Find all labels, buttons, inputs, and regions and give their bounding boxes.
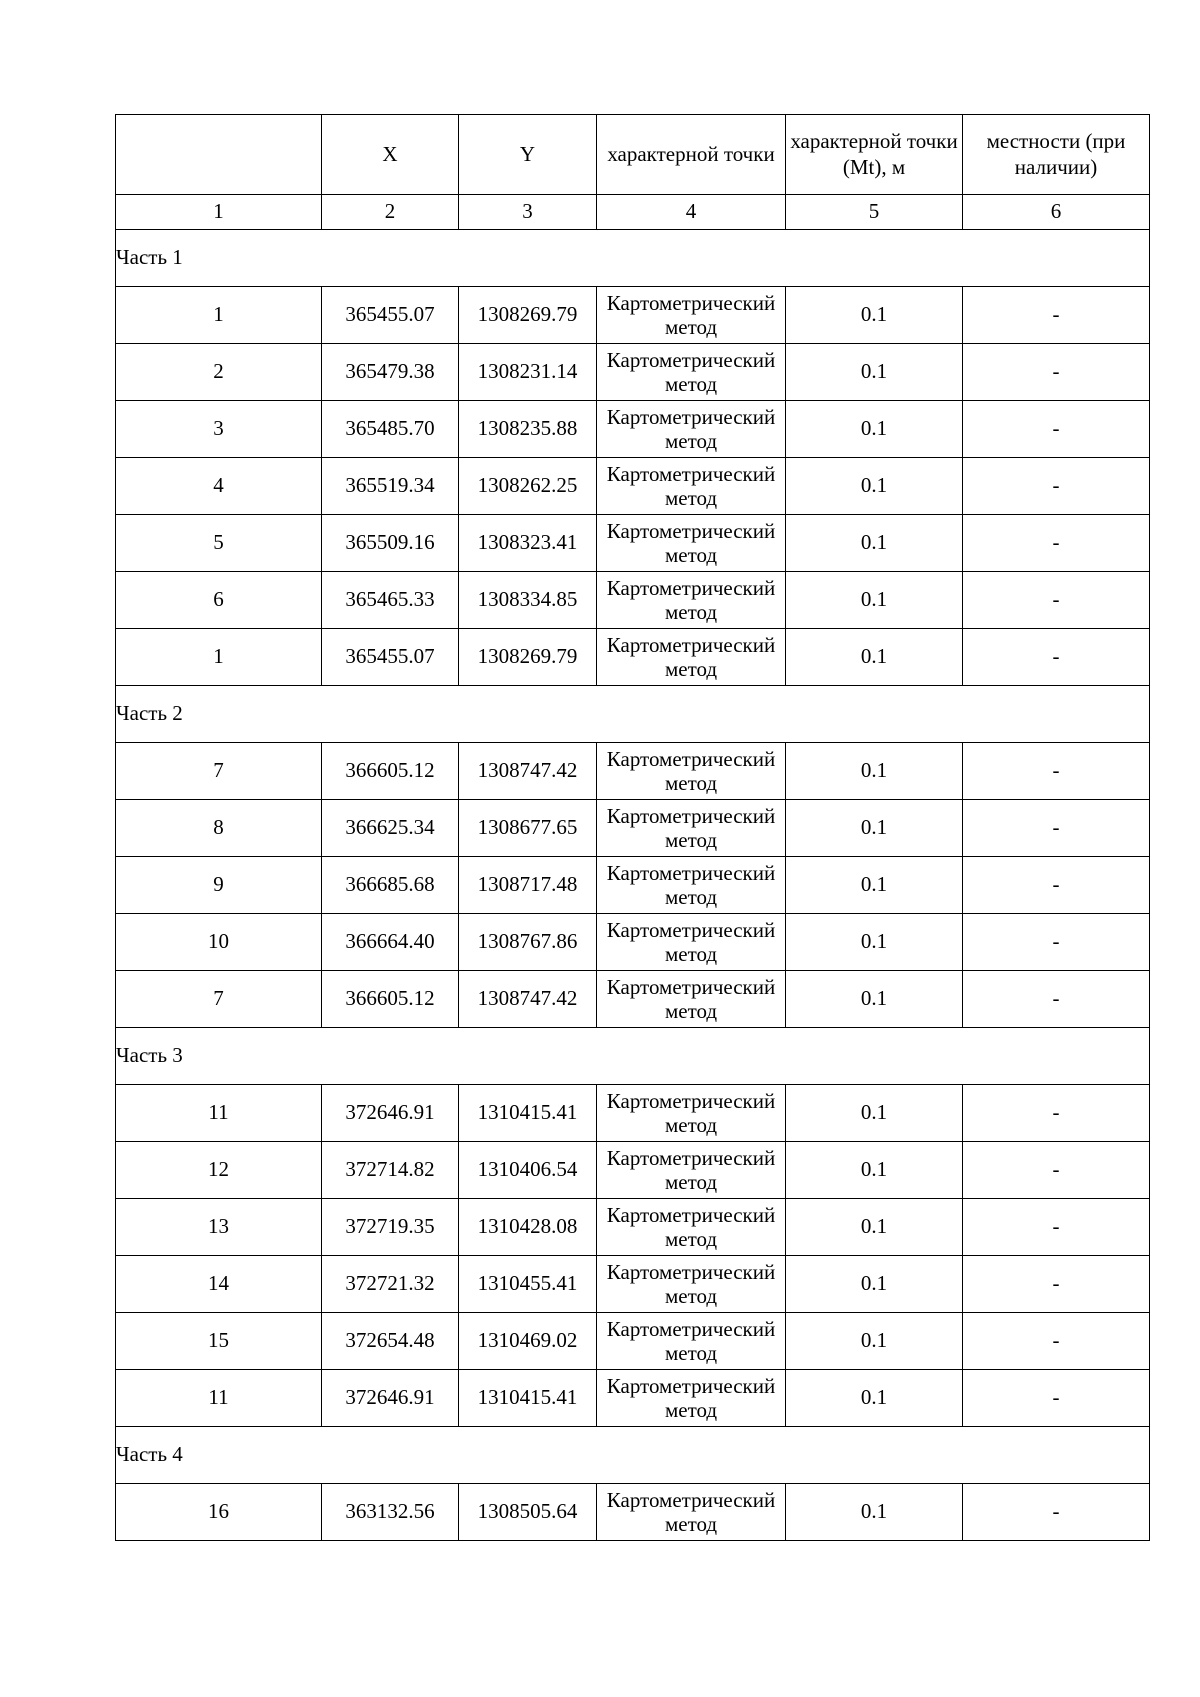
accuracy-cell: 0.1 xyxy=(786,857,963,914)
y-coordinate-cell: 1308505.64 xyxy=(459,1484,597,1541)
point-number-cell: 4 xyxy=(116,458,322,515)
accuracy-cell: 0.1 xyxy=(786,287,963,344)
method-text: Картометрический метод xyxy=(606,1487,776,1536)
column-number: 5 xyxy=(786,195,963,230)
y-coordinate-cell: 1308747.42 xyxy=(459,971,597,1028)
y-coordinate-cell: 1308269.79 xyxy=(459,287,597,344)
table-row xyxy=(116,857,1150,914)
x-coordinate-cell: 372646.91 xyxy=(322,1085,459,1142)
method-cell xyxy=(597,971,786,1028)
x-coordinate-cell: 365519.34 xyxy=(322,458,459,515)
point-number-cell: 9 xyxy=(116,857,322,914)
description-cell: - xyxy=(963,1199,1150,1256)
method-text: Картометрический метод xyxy=(606,1202,776,1251)
description-cell: - xyxy=(963,743,1150,800)
description-cell: - xyxy=(963,515,1150,572)
point-number-cell: 7 xyxy=(116,743,322,800)
description-cell: - xyxy=(963,914,1150,971)
part-header-row xyxy=(116,1028,1150,1085)
method-text: Картометрический метод xyxy=(606,746,776,795)
table-body xyxy=(116,115,1150,1541)
method-cell xyxy=(597,1256,786,1313)
description-cell: - xyxy=(963,1484,1150,1541)
y-coordinate-cell: 1310428.08 xyxy=(459,1199,597,1256)
y-coordinate-cell: 1308334.85 xyxy=(459,572,597,629)
accuracy-cell: 0.1 xyxy=(786,1313,963,1370)
x-coordinate-cell: 365455.07 xyxy=(322,629,459,686)
point-number-cell: 1 xyxy=(116,287,322,344)
x-coordinate-cell: 365465.33 xyxy=(322,572,459,629)
y-coordinate-cell: 1310455.41 xyxy=(459,1256,597,1313)
y-coordinate-cell: 1308269.79 xyxy=(459,629,597,686)
x-coordinate-cell: 366685.68 xyxy=(322,857,459,914)
method-cell xyxy=(597,914,786,971)
column-number: 3 xyxy=(459,195,597,230)
accuracy-cell: 0.1 xyxy=(786,458,963,515)
part-header-row xyxy=(116,1427,1150,1484)
point-number-cell: 10 xyxy=(116,914,322,971)
x-coordinate-cell: 372646.91 xyxy=(322,1370,459,1427)
method-text: Картометрический метод xyxy=(606,1088,776,1137)
description-cell: - xyxy=(963,401,1150,458)
table-row xyxy=(116,401,1150,458)
y-coordinate-cell: 1310469.02 xyxy=(459,1313,597,1370)
description-cell: - xyxy=(963,857,1150,914)
method-text: Картометрический метод xyxy=(606,518,776,567)
column-number: 6 xyxy=(963,195,1150,230)
method-text: Картометрический метод xyxy=(606,1316,776,1365)
method-cell xyxy=(597,1085,786,1142)
x-coordinate-cell: 365479.38 xyxy=(322,344,459,401)
method-text: Картометрический метод xyxy=(606,347,776,396)
part-header-row xyxy=(116,686,1150,743)
accuracy-cell: 0.1 xyxy=(786,572,963,629)
table-row xyxy=(116,572,1150,629)
part-header-row xyxy=(116,230,1150,287)
accuracy-cell: 0.1 xyxy=(786,515,963,572)
point-number-cell: 8 xyxy=(116,800,322,857)
accuracy-cell: 0.1 xyxy=(786,401,963,458)
method-text: Картометрический метод xyxy=(606,917,776,966)
method-cell xyxy=(597,572,786,629)
header-method: характерной точки xyxy=(597,115,786,195)
column-number: 4 xyxy=(597,195,786,230)
method-cell xyxy=(597,857,786,914)
method-cell xyxy=(597,800,786,857)
description-cell: - xyxy=(963,1085,1150,1142)
header-accuracy: характерной точки (Mt), м xyxy=(786,115,963,195)
accuracy-cell: 0.1 xyxy=(786,1370,963,1427)
table-row xyxy=(116,1370,1150,1427)
method-text: Картометрический метод xyxy=(606,575,776,624)
point-number-cell: 2 xyxy=(116,344,322,401)
point-number-cell: 13 xyxy=(116,1199,322,1256)
table-row xyxy=(116,914,1150,971)
y-coordinate-cell: 1308231.14 xyxy=(459,344,597,401)
x-coordinate-cell: 363132.56 xyxy=(322,1484,459,1541)
point-number-cell: 7 xyxy=(116,971,322,1028)
accuracy-cell: 0.1 xyxy=(786,1256,963,1313)
description-cell: - xyxy=(963,287,1150,344)
table-row xyxy=(116,344,1150,401)
method-cell xyxy=(597,1142,786,1199)
y-coordinate-cell: 1308747.42 xyxy=(459,743,597,800)
accuracy-cell: 0.1 xyxy=(786,914,963,971)
point-number-cell: 11 xyxy=(116,1370,322,1427)
y-coordinate-cell: 1308767.86 xyxy=(459,914,597,971)
y-coordinate-cell: 1310415.41 xyxy=(459,1370,597,1427)
table-row xyxy=(116,515,1150,572)
x-coordinate-cell: 365509.16 xyxy=(322,515,459,572)
point-number-cell: 11 xyxy=(116,1085,322,1142)
accuracy-cell: 0.1 xyxy=(786,1199,963,1256)
x-coordinate-cell: 372719.35 xyxy=(322,1199,459,1256)
description-cell: - xyxy=(963,1313,1150,1370)
method-cell xyxy=(597,458,786,515)
header-y: Y xyxy=(459,115,597,195)
table-row xyxy=(116,1085,1150,1142)
column-number: 1 xyxy=(116,195,322,230)
point-number-cell: 16 xyxy=(116,1484,322,1541)
method-text: Картометрический метод xyxy=(606,404,776,453)
accuracy-cell: 0.1 xyxy=(786,971,963,1028)
method-cell xyxy=(597,1370,786,1427)
header-x: X xyxy=(322,115,459,195)
table-row xyxy=(116,1256,1150,1313)
y-coordinate-cell: 1308262.25 xyxy=(459,458,597,515)
method-text: Картометрический метод xyxy=(606,803,776,852)
method-cell xyxy=(597,1484,786,1541)
method-cell xyxy=(597,515,786,572)
table-row xyxy=(116,743,1150,800)
table-row xyxy=(116,458,1150,515)
point-number-cell: 15 xyxy=(116,1313,322,1370)
x-coordinate-cell: 372654.48 xyxy=(322,1313,459,1370)
table-row xyxy=(116,1484,1150,1541)
column-number: 2 xyxy=(322,195,459,230)
method-text: Картометрический метод xyxy=(606,1259,776,1308)
method-text: Картометрический метод xyxy=(606,461,776,510)
x-coordinate-cell: 366605.12 xyxy=(322,971,459,1028)
method-cell xyxy=(597,1313,786,1370)
description-cell: - xyxy=(963,458,1150,515)
table-row xyxy=(116,800,1150,857)
method-text: Картометрический метод xyxy=(606,974,776,1023)
accuracy-cell: 0.1 xyxy=(786,743,963,800)
description-cell: - xyxy=(963,1256,1150,1313)
x-coordinate-cell: 366605.12 xyxy=(322,743,459,800)
method-text: Картометрический метод xyxy=(606,860,776,909)
part-label: Часть 4 xyxy=(116,1427,1150,1484)
description-cell: - xyxy=(963,1142,1150,1199)
accuracy-cell: 0.1 xyxy=(786,1085,963,1142)
table-row xyxy=(116,1313,1150,1370)
y-coordinate-cell: 1308677.65 xyxy=(459,800,597,857)
accuracy-cell: 0.1 xyxy=(786,1142,963,1199)
x-coordinate-cell: 366664.40 xyxy=(322,914,459,971)
y-coordinate-cell: 1310406.54 xyxy=(459,1142,597,1199)
description-cell: - xyxy=(963,629,1150,686)
method-text: Картометрический метод xyxy=(606,290,776,339)
point-number-cell: 3 xyxy=(116,401,322,458)
y-coordinate-cell: 1308717.48 xyxy=(459,857,597,914)
x-coordinate-cell: 372714.82 xyxy=(322,1142,459,1199)
point-number-cell: 5 xyxy=(116,515,322,572)
y-coordinate-cell: 1308323.41 xyxy=(459,515,597,572)
method-text: Картометрический метод xyxy=(606,1373,776,1422)
header-description: местности (при наличии) xyxy=(963,115,1150,195)
method-cell xyxy=(597,1199,786,1256)
description-cell: - xyxy=(963,971,1150,1028)
accuracy-cell: 0.1 xyxy=(786,344,963,401)
x-coordinate-cell: 366625.34 xyxy=(322,800,459,857)
table-row xyxy=(116,1199,1150,1256)
accuracy-cell: 0.1 xyxy=(786,629,963,686)
description-cell: - xyxy=(963,344,1150,401)
table-row xyxy=(116,971,1150,1028)
header-point-number xyxy=(116,115,322,195)
accuracy-cell: 0.1 xyxy=(786,1484,963,1541)
description-cell: - xyxy=(963,572,1150,629)
method-cell xyxy=(597,629,786,686)
method-text: Картометрический метод xyxy=(606,632,776,681)
point-number-cell: 6 xyxy=(116,572,322,629)
y-coordinate-cell: 1310415.41 xyxy=(459,1085,597,1142)
point-number-cell: 14 xyxy=(116,1256,322,1313)
method-cell xyxy=(597,401,786,458)
table-row xyxy=(116,287,1150,344)
part-label: Часть 2 xyxy=(116,686,1150,743)
method-cell xyxy=(597,287,786,344)
point-number-cell: 1 xyxy=(116,629,322,686)
x-coordinate-cell: 365485.70 xyxy=(322,401,459,458)
header-row xyxy=(116,115,1150,195)
x-coordinate-cell: 365455.07 xyxy=(322,287,459,344)
accuracy-cell: 0.1 xyxy=(786,800,963,857)
y-coordinate-cell: 1308235.88 xyxy=(459,401,597,458)
method-cell xyxy=(597,344,786,401)
method-cell xyxy=(597,743,786,800)
table-row xyxy=(116,1142,1150,1199)
coordinates-table xyxy=(115,114,1150,1541)
column-number-row xyxy=(116,195,1150,230)
table-row xyxy=(116,629,1150,686)
part-label: Часть 1 xyxy=(116,230,1150,287)
x-coordinate-cell: 372721.32 xyxy=(322,1256,459,1313)
method-text: Картометрический метод xyxy=(606,1145,776,1194)
part-label: Часть 3 xyxy=(116,1028,1150,1085)
description-cell: - xyxy=(963,800,1150,857)
description-cell: - xyxy=(963,1370,1150,1427)
point-number-cell: 12 xyxy=(116,1142,322,1199)
